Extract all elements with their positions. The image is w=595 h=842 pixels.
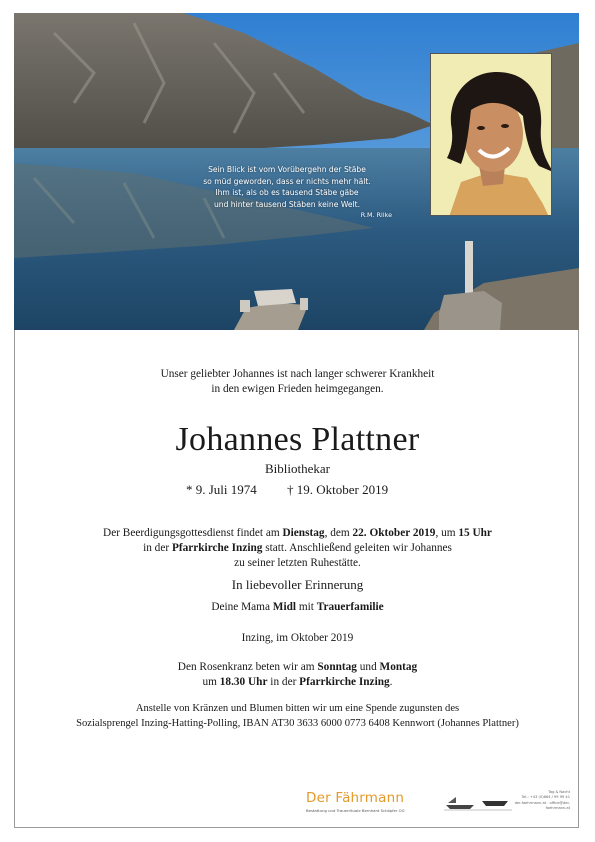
ferry-boat-icon (444, 793, 514, 811)
funeral-text: Der Beerdigungsgottesdienst findet am (103, 527, 283, 539)
contact-line: Tag & Nacht (548, 790, 570, 794)
funeral-text: in der (143, 542, 172, 554)
mourners-text: mit (296, 601, 317, 613)
donation-line: Sozialsprengel Inzing-Hatting-Polling, IBAN AT30 3633 6000 0773 6408 Kennwort (Johannes Plattner) (76, 718, 519, 729)
rosary-text: und (356, 661, 380, 673)
funeral-line: zu seiner letzten Ruhestätte. (234, 557, 361, 569)
funeral-home-contact (510, 790, 570, 812)
quote-line: Sein Blick ist vom Vorübergehn der Stäbe (208, 165, 366, 174)
portrait-photo (430, 53, 552, 216)
funeral-text: , dem (324, 527, 353, 539)
rosary-info (0, 660, 595, 690)
intro-line: Unser geliebter Johannes ist nach langer schwerer Krankheit (160, 368, 435, 380)
quote-line: so müd geworden, dass er nichts mehr hält. (203, 176, 371, 186)
rosary-time: 18.30 Uhr (219, 676, 268, 688)
funeral-line (0, 526, 595, 541)
place-date: Inzing, im Oktober 2019 (241, 632, 354, 644)
deceased-profession: Bibliothekar (265, 461, 330, 476)
rosary-church: Pfarrkirche Inzing (299, 676, 390, 688)
intro-line: in den ewigen Frieden heimgegangen. (211, 383, 384, 395)
rosary-day: Montag (379, 661, 418, 673)
funeral-church: Pfarrkirche Inzing (171, 542, 263, 554)
funeral-info (0, 526, 595, 571)
birth-date: * 9. Juli 1974 (186, 482, 257, 497)
funeral-home-logo: Der Fährmann (306, 790, 405, 806)
funeral-time: 15 Uhr (458, 527, 492, 539)
rosary-day: Sonntag (317, 661, 357, 673)
quote-line: Ihm ist, als ob es tausend Stäbe gäbe (215, 188, 359, 197)
deceased-name: Johannes Plattner (175, 421, 420, 458)
rosary-text: Den Rosenkranz beten wir am (177, 661, 318, 673)
quote-line: und hinter tausend Stäben keine Welt. (213, 199, 361, 209)
funeral-home-subtitle: Bestattung und Trauerrituale Bernhard Schöpfer OG (306, 808, 405, 813)
contact-line: Tel.: +43 (0)664 / 99 99 41 (521, 795, 570, 800)
rosary-text: in der (267, 676, 300, 688)
funeral-date: 22. Oktober 2019 (352, 527, 436, 539)
rilke-quote (182, 164, 392, 222)
donation-line: Anstelle von Kränzen und Blumen bitten wir um eine Spende zugunsten des (135, 703, 460, 714)
mother-name: Midl (272, 601, 297, 613)
funeral-text: , um (435, 527, 459, 539)
family-label: Trauerfamilie (316, 601, 384, 613)
rosary-text: . (389, 676, 393, 688)
rosary-line (0, 660, 595, 675)
memory-heading: In liebevoller Erinnerung (231, 577, 364, 592)
rosary-line (0, 675, 595, 690)
mourners-text: Deine Mama (211, 601, 273, 613)
mourners (0, 600, 595, 615)
intro-text (0, 367, 595, 397)
funeral-day: Dienstag (282, 527, 325, 539)
contact-line: der-faehrmann.at · office@der-faehrmann.at (514, 800, 570, 811)
quote-author: R.M. Rilke (360, 211, 392, 219)
funeral-text: statt. Anschließend geleiten wir Johannes (262, 542, 452, 554)
death-date: † 19. Oktober 2019 (287, 482, 389, 497)
funeral-line (0, 541, 595, 556)
donation-info (0, 701, 595, 731)
rosary-text: um (202, 676, 220, 688)
